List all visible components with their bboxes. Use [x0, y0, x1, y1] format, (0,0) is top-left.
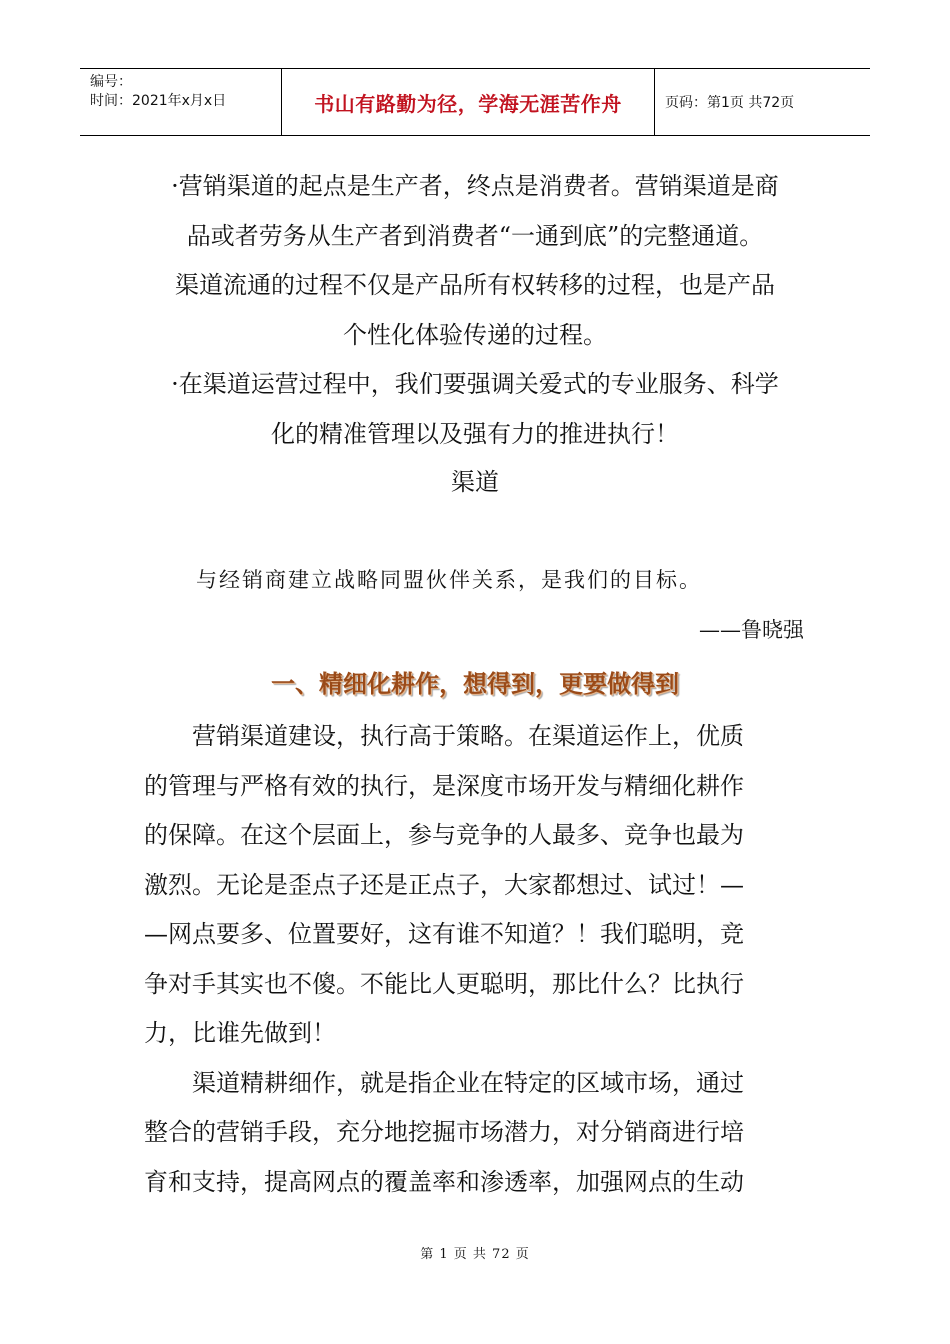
channel-title: 渠道: [451, 468, 499, 496]
footer-page-number: 第 1 页 共 72 页: [420, 1247, 530, 1262]
intro-paragraph: [140, 162, 810, 459]
body-line: 力，比谁先做到！: [144, 1019, 336, 1047]
body-line: 整合的营销手段，充分地挖掘市场潜力，对分销商进行培: [144, 1118, 744, 1146]
body-line: 激烈。无论是歪点子还是正点子，大家都想过、试过！—: [144, 870, 744, 899]
intro-line: 化的精准管理以及强有力的推进执行！: [271, 419, 679, 448]
body-line: 的管理与严格有效的执行，是深度市场开发与精细化耕作: [144, 771, 744, 800]
body-line: 营销渠道建设，执行高于策略。在渠道运作上，优质: [144, 722, 744, 750]
intro-line: ·在渠道运营过程中，我们要强调关爱式的专业服务、科学: [171, 370, 779, 398]
body-line: 渠道精耕细作，就是指企业在特定的区域市场，通过: [144, 1068, 744, 1097]
body-line: —网点要多、位置要好，这有谁不知道？！我们聪明，竞: [144, 920, 744, 948]
intro-line: ·营销渠道的起点是生产者，终点是消费者。营销渠道是商: [171, 172, 779, 200]
body-line: 育和支持，提高网点的覆盖率和渗透率，加强网点的生动: [144, 1167, 744, 1196]
body-line: 的保障。在这个层面上，参与竞争的人最多、竞争也最为: [144, 821, 744, 849]
intro-line: 品或者劳务从生产者到消费者“一通到底”的完整通道。: [186, 221, 764, 250]
date-label: 时间：2021年x月x日: [90, 93, 227, 109]
quote-text: 与经销商建立战略同盟伙伴关系，是我们的目标。: [196, 568, 702, 592]
quote-author: ——鲁晓强: [699, 618, 804, 642]
page-number-label: 页码：第1页 共72页: [665, 95, 795, 111]
section-heading: 一、精细化耕作，想得到，更要做得到: [271, 670, 679, 698]
document-header: [80, 68, 870, 136]
body-line: 争对手其实也不傻。不能比人更聪明，那比什么？比执行: [144, 969, 744, 998]
body-paragraphs: [144, 712, 808, 1207]
intro-line: 渠道流通的过程不仅是产品所有权转移的过程，也是产品: [175, 271, 775, 299]
intro-line: 个性化体验传递的过程。: [343, 320, 607, 349]
serial-number-label: 编号：: [90, 74, 132, 90]
motto-text: 书山有路勤为径，学海无涯苦作舟: [314, 91, 622, 116]
header-meta-cell: [80, 69, 282, 135]
header-motto-cell: [282, 69, 655, 135]
header-page-cell: [655, 69, 870, 135]
